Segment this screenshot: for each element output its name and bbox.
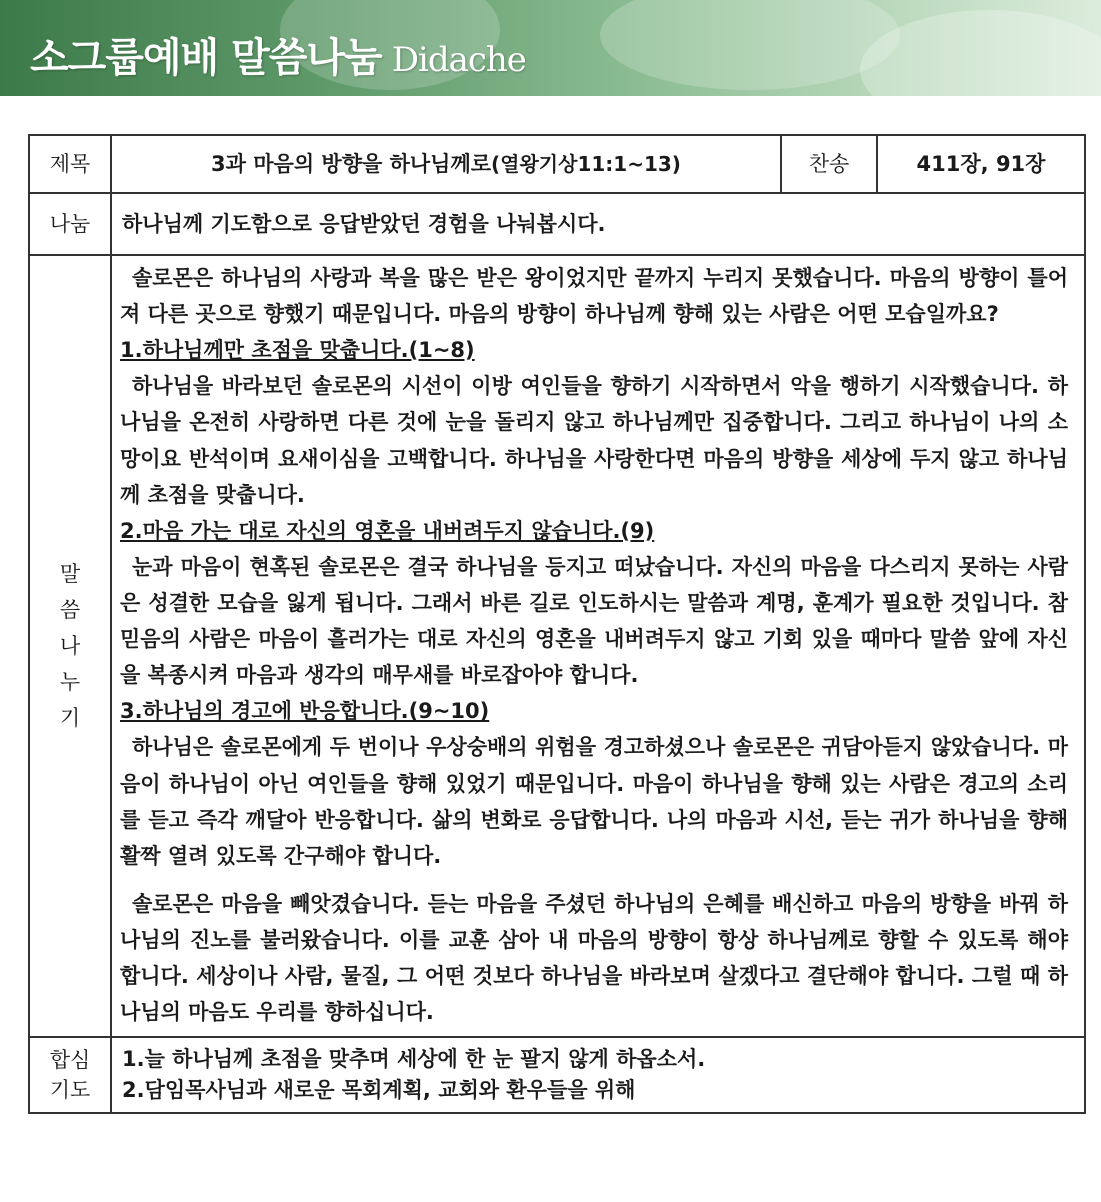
prayer-row bbox=[29, 1037, 1085, 1113]
section-body: 눈과 마음이 현혹된 솔로몬은 결국 하나님을 등지고 떠났습니다. 자신의 마음을 다스리지 못하는 사람은 성결한 모습을 잃게 됩니다. 그래서 바른 길로 인도하시는 말씀과 계명, 훈계가 필요한 것입니다. 참 믿음의 사람은 마음이 흘러가는 대로 자신의 영혼을 내버려두지 않고 기회 있을 때마다 말씀 앞에 자신을 복종시켜 마음과 생각의 매무새를 바로잡아야 합니다. bbox=[120, 554, 1068, 688]
sermon-conclusion: 솔로몬은 마음을 빼앗겼습니다. 듣는 마음을 주셨던 하나님의 은혜를 배신하고 마음의 방향을 바꿔 하나님의 진노를 불러왔습니다. 이를 교훈 삼아 내 마음의 방향이 항상 하나님께로 향할 수 있도록 해야 합니다. 세상이나 사람, 물질, 그 어떤 것보다 하나님을 바라보며 살겠다고 결단해야 합니다. 그럴 때 하나님의 마음도 우리를 향하십니다. bbox=[120, 891, 1068, 1025]
title-row bbox=[29, 135, 1085, 193]
section-body: 하나님은 솔로몬에게 두 번이나 우상숭배의 위험을 경고하셨으나 솔로몬은 귀담아듣지 않았습니다. 마음이 하나님이 아닌 여인들을 향해 있었기 때문입니다. 마음이 하나님을 향해 있는 사람은 경고의 소리를 듣고 즉각 깨달아 반응합니다. 삶의 변화로 응답합니다. 나의 마음과 시선, 듣는 귀가 하나님을 향해 활짝 열려 있도록 간구해야 합니다. bbox=[120, 735, 1068, 868]
sharing-row bbox=[29, 193, 1085, 255]
sermon-label-char: 씀 bbox=[59, 597, 81, 622]
sermon-body bbox=[111, 255, 1085, 1037]
section-heading: 2.마음 가는 대로 자신의 영혼을 내버려두지 않습니다.(9) bbox=[120, 518, 655, 543]
sharing-question: 하나님께 기도함으로 응답받았던 경험을 나눠봅시다. bbox=[111, 193, 1085, 255]
prayer-label bbox=[29, 1037, 111, 1113]
banner-decoration bbox=[600, 0, 900, 90]
banner-title bbox=[30, 26, 526, 83]
sermon-label bbox=[29, 255, 111, 1037]
sermon-label-char: 누 bbox=[59, 670, 81, 695]
sharing-label: 나눔 bbox=[29, 193, 111, 255]
prayer-items bbox=[111, 1037, 1085, 1113]
prayer-item: 2.담임목사님과 새로운 목회계획, 교회와 환우들을 위해 bbox=[122, 1078, 636, 1103]
section-heading: 1.하나님께만 초점을 맞춥니다.(1~8) bbox=[120, 338, 475, 363]
prayer-label-line: 기도 bbox=[49, 1078, 91, 1103]
sermon-label-char: 기 bbox=[59, 706, 81, 731]
lesson-title: 3과 마음의 방향을 하나님께로 bbox=[211, 151, 492, 176]
section-heading: 3.하나님의 경고에 반응합니다.(9~10) bbox=[120, 699, 490, 724]
title-label: 제목 bbox=[29, 135, 111, 193]
hymn-label: 찬송 bbox=[781, 135, 877, 193]
sermon-label-char: 나 bbox=[59, 634, 81, 659]
lesson-title-cell bbox=[111, 135, 781, 193]
hymn-value: 411장, 91장 bbox=[877, 135, 1085, 193]
worksheet-table bbox=[28, 134, 1086, 1114]
header-banner bbox=[0, 0, 1101, 96]
section-body: 하나님을 바라보던 솔로몬의 시선이 이방 여인들을 향하기 시작하면서 악을 행하기 시작했습니다. 하나님을 온전히 사랑하면 다른 것에 눈을 돌리지 않고 하나님께만 집중합니다. 그리고 하나님이 나의 소망이요 반석이며 요새이심을 고백합니다. 하나님을 사랑한다면 마음의 방향을 세상에 두지 않고 하나님께 초점을 맞춥니다. bbox=[120, 374, 1068, 507]
prayer-item: 1.늘 하나님께 초점을 맞추며 세상에 한 눈 팔지 않게 하옵소서. bbox=[122, 1046, 706, 1071]
sermon-intro: 솔로몬은 하나님의 사랑과 복을 많은 받은 왕이었지만 끝까지 누리지 못했습니다. 마음의 방향이 틀어져 다른 곳으로 향했기 때문입니다. 마음의 방향이 하나님께 향해 있는 사람은 어떤 모습일까요? bbox=[120, 266, 1068, 327]
banner-title-korean: 소그룹예배 말씀나눔 bbox=[30, 35, 382, 81]
sermon-row bbox=[29, 255, 1085, 1037]
prayer-label-line: 합심 bbox=[49, 1047, 91, 1072]
scripture-reference: (열왕기상11:1~13) bbox=[491, 151, 681, 176]
banner-title-english: Didache bbox=[391, 40, 526, 80]
sermon-label-char: 말 bbox=[59, 561, 81, 586]
